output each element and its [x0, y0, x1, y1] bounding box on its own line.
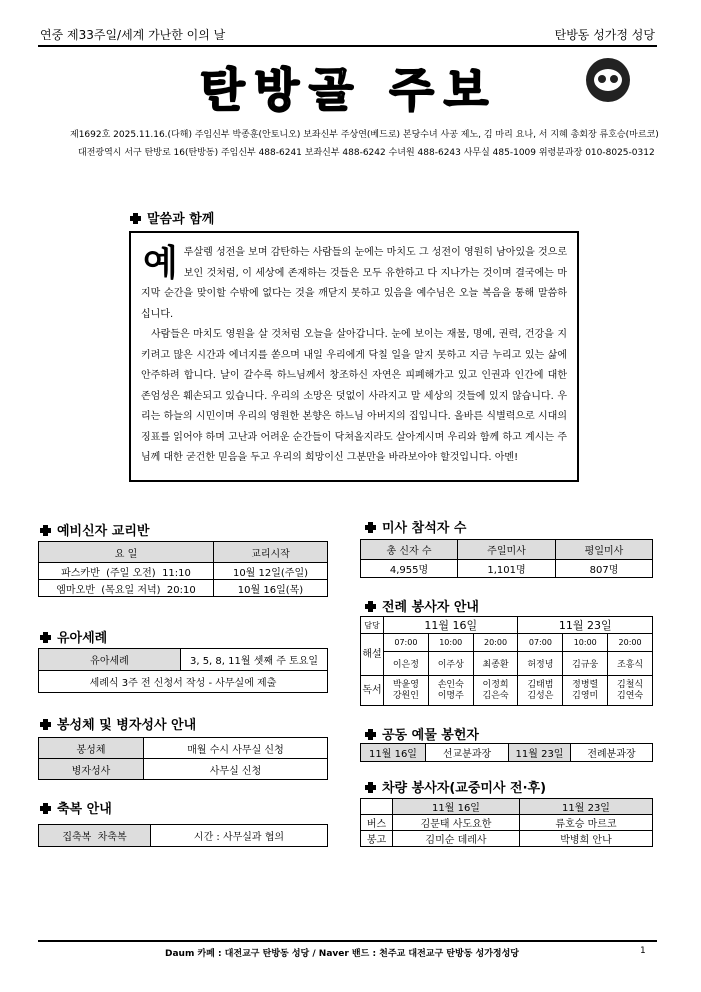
table-header: 유아세례 — [39, 649, 181, 671]
table-cell: 파스카반 (주일 오전) 11:10 — [39, 563, 214, 580]
name-cell: 이주상 — [428, 652, 473, 676]
table-header: 병자성사 — [39, 759, 144, 780]
cross-icon — [365, 782, 376, 793]
cross-icon — [40, 719, 51, 730]
table-cell: 4,955명 — [361, 560, 458, 578]
table-header: 11월 16일 — [393, 799, 520, 815]
infant-title: 유아세례 — [40, 627, 107, 646]
cross-icon — [40, 525, 51, 536]
time-cell: 07:00 — [518, 634, 563, 652]
offering-table — [38, 737, 328, 780]
table-header: 11월 16일 — [384, 617, 518, 634]
name-cell: 정병렬 김영미 — [563, 676, 608, 706]
liturgy-table — [360, 616, 653, 706]
attendance-table — [360, 539, 653, 578]
liturgy-title: 전례 봉사자 안내 — [365, 596, 479, 615]
row-label: 버스 — [361, 815, 393, 831]
header-left: 연중 제33주일/세계 가난한 이의 날 — [40, 28, 226, 42]
name-cell: 조흥식 — [608, 652, 653, 676]
table-header: 교리시작 — [214, 542, 328, 563]
table-header: 11월 23일 — [509, 744, 571, 762]
table-cell: 시간 : 사무실과 협의 — [151, 825, 328, 847]
cross-icon — [365, 601, 376, 612]
name-cell: 김태범 김성은 — [518, 676, 563, 706]
vehicle-table — [360, 798, 653, 847]
table-cell: 김미순 데레사 — [393, 831, 520, 847]
table-cell: 세례식 3주 전 신청서 작성 - 사무실에 제출 — [39, 671, 328, 693]
time-cell: 20:00 — [608, 634, 653, 652]
time-cell: 10:00 — [563, 634, 608, 652]
table-cell: 전례분과장 — [571, 744, 653, 762]
attendance-title: 미사 참석자 수 — [365, 517, 466, 536]
row-label: 해설 — [361, 634, 384, 676]
name-cell: 최종환 — [473, 652, 518, 676]
infant-table — [38, 648, 328, 693]
cross-icon — [40, 632, 51, 643]
table-cell: 박병희 안나 — [520, 831, 653, 847]
cross-icon — [365, 729, 376, 740]
blessing-title: 축복 안내 — [40, 798, 112, 817]
vehicle-title: 차량 봉사자(교중미사 전·후) — [365, 777, 546, 796]
dropcap: 예 — [143, 243, 178, 284]
table-corner: 담당 — [361, 617, 384, 634]
header-right: 탄방동 성가정 성당 — [554, 28, 655, 42]
table-header: 주일미사 — [458, 540, 556, 560]
table-cell: 사무실 신청 — [144, 759, 328, 780]
table-cell: 선교분과장 — [426, 744, 509, 762]
name-cell: 이정희 김은숙 — [473, 676, 518, 706]
offertory-table — [360, 743, 653, 762]
bulletin-info: 제1692호 2025.11.16.(다해) 주임신부 박종훈(안토니오) 보좌신부 주상연(베드로) 본당수녀 사공 제노, 김 마리 요나, 서 지혜 총회장 류호승(마르코) — [70, 130, 659, 140]
header-divider — [38, 45, 657, 47]
time-cell: 10:00 — [428, 634, 473, 652]
table-header: 요 일 — [39, 542, 214, 563]
contact-info: 대전광역시 서구 탄방로 16(탄방동) 주임신부 488-6241 보좌신부 488-6242 수녀원 488-6243 사무실 485-1009 위령분과장 010-8025-0312 — [78, 148, 655, 158]
word-section-title: 말씀과 함께 — [130, 208, 214, 227]
table-header: 11월 23일 — [520, 799, 653, 815]
row-label: 독서 — [361, 676, 384, 706]
table-cell: 류호승 마르코 — [520, 815, 653, 831]
word-box — [129, 231, 579, 482]
table-cell: 807명 — [556, 560, 653, 578]
cross-icon — [365, 522, 376, 533]
table-header: 11월 23일 — [518, 617, 653, 634]
word-paragraph-2: 사람들은 마치도 영원을 살 것처럼 오늘을 살아갑니다. 눈에 보이는 재물, 명예, 권력, 건강을 지키려고 많은 시간과 에너지를 쏟으며 내일 우리에게 닥칠 일을 알지 못하고 지금 누리고 있는 삶에 안주하려 합니다. 날이 갈수록 하느님께서 창조하신 자연은 피폐해가고 있고 인권과 인간에 대한 존엄성은 훼손되고 있습니다. 우리의 소망은 덧없이 사라지고 말 세상의 것들에 있지 않습니다. 우리는 하늘의 시민이며 우리의 영원한 본향은 하느님 아버지의 집입니다. 올바른 식별력으로 시대의 징표를 읽어야 하며 고난과 어려운 순간들이 닥쳐올지라도 살아계시며 우리와 함께 하고 계시는 주님께 대한 굳건한 믿음을 두고 우리의 희망이신 그분만을 바라보아야 할것입니다. 아멘! — [141, 329, 567, 463]
table-cell: 10월 12일(주일) — [214, 563, 328, 580]
row-label: 봉고 — [361, 831, 393, 847]
offertory-title: 공동 예물 봉헌자 — [365, 724, 479, 743]
name-cell: 허정녕 — [518, 652, 563, 676]
catechumen-table — [38, 541, 328, 597]
parish-logo-icon — [586, 58, 630, 102]
time-cell: 20:00 — [473, 634, 518, 652]
table-cell: 매월 수시 사무실 신청 — [144, 738, 328, 759]
offering-title: 봉성체 및 병자성사 안내 — [40, 714, 196, 733]
name-cell: 손인숙 이명주 — [428, 676, 473, 706]
table-header: 봉성체 — [39, 738, 144, 759]
name-cell: 김철식 김연숙 — [608, 676, 653, 706]
catechumen-title: 예비신자 교리반 — [40, 520, 149, 539]
table-corner — [361, 799, 393, 815]
name-cell: 김규웅 — [563, 652, 608, 676]
masthead-title: 탄방골 주보 — [200, 63, 499, 117]
table-header: 평일미사 — [556, 540, 653, 560]
footer-divider — [38, 940, 657, 942]
cross-icon — [40, 803, 51, 814]
page-number: 1 — [640, 946, 646, 956]
footer-text: Daum 카페 : 대전교구 탄방동 성당 / Naver 밴드 : 천주교 대전교구 탄방동 성가정성당 — [165, 949, 519, 959]
table-cell: 3, 5, 8, 11월 셋째 주 토요일 — [181, 649, 328, 671]
word-paragraph-1: 루살렘 성전을 보며 감탄하는 사람들의 눈에는 마치도 그 성전이 영원히 남아있을 것으로 보인 것처럼, 이 세상에 존재하는 것들은 모두 유한하고 다 지나가는 것이며 결국에는 마지막 순간을 맞이할 수밖에 없다는 것을 깨닫지 못하고 있음을 예수님은 오늘 복음을 통해 말씀하십니다. — [141, 247, 567, 320]
blessing-table — [38, 824, 328, 847]
table-header: 집축복 차축복 — [39, 825, 151, 847]
name-cell: 이은정 — [384, 652, 429, 676]
name-cell: 박윤영 강원인 — [384, 676, 429, 706]
table-header: 11월 16일 — [361, 744, 426, 762]
table-cell: 10월 16일(목) — [214, 580, 328, 597]
table-cell: 엠마오반 (목요일 저녁) 20:10 — [39, 580, 214, 597]
table-cell: 김문태 사도요한 — [393, 815, 520, 831]
time-cell: 07:00 — [384, 634, 429, 652]
cross-icon — [130, 213, 141, 224]
table-cell: 1,101명 — [458, 560, 556, 578]
table-header: 총 신자 수 — [361, 540, 458, 560]
